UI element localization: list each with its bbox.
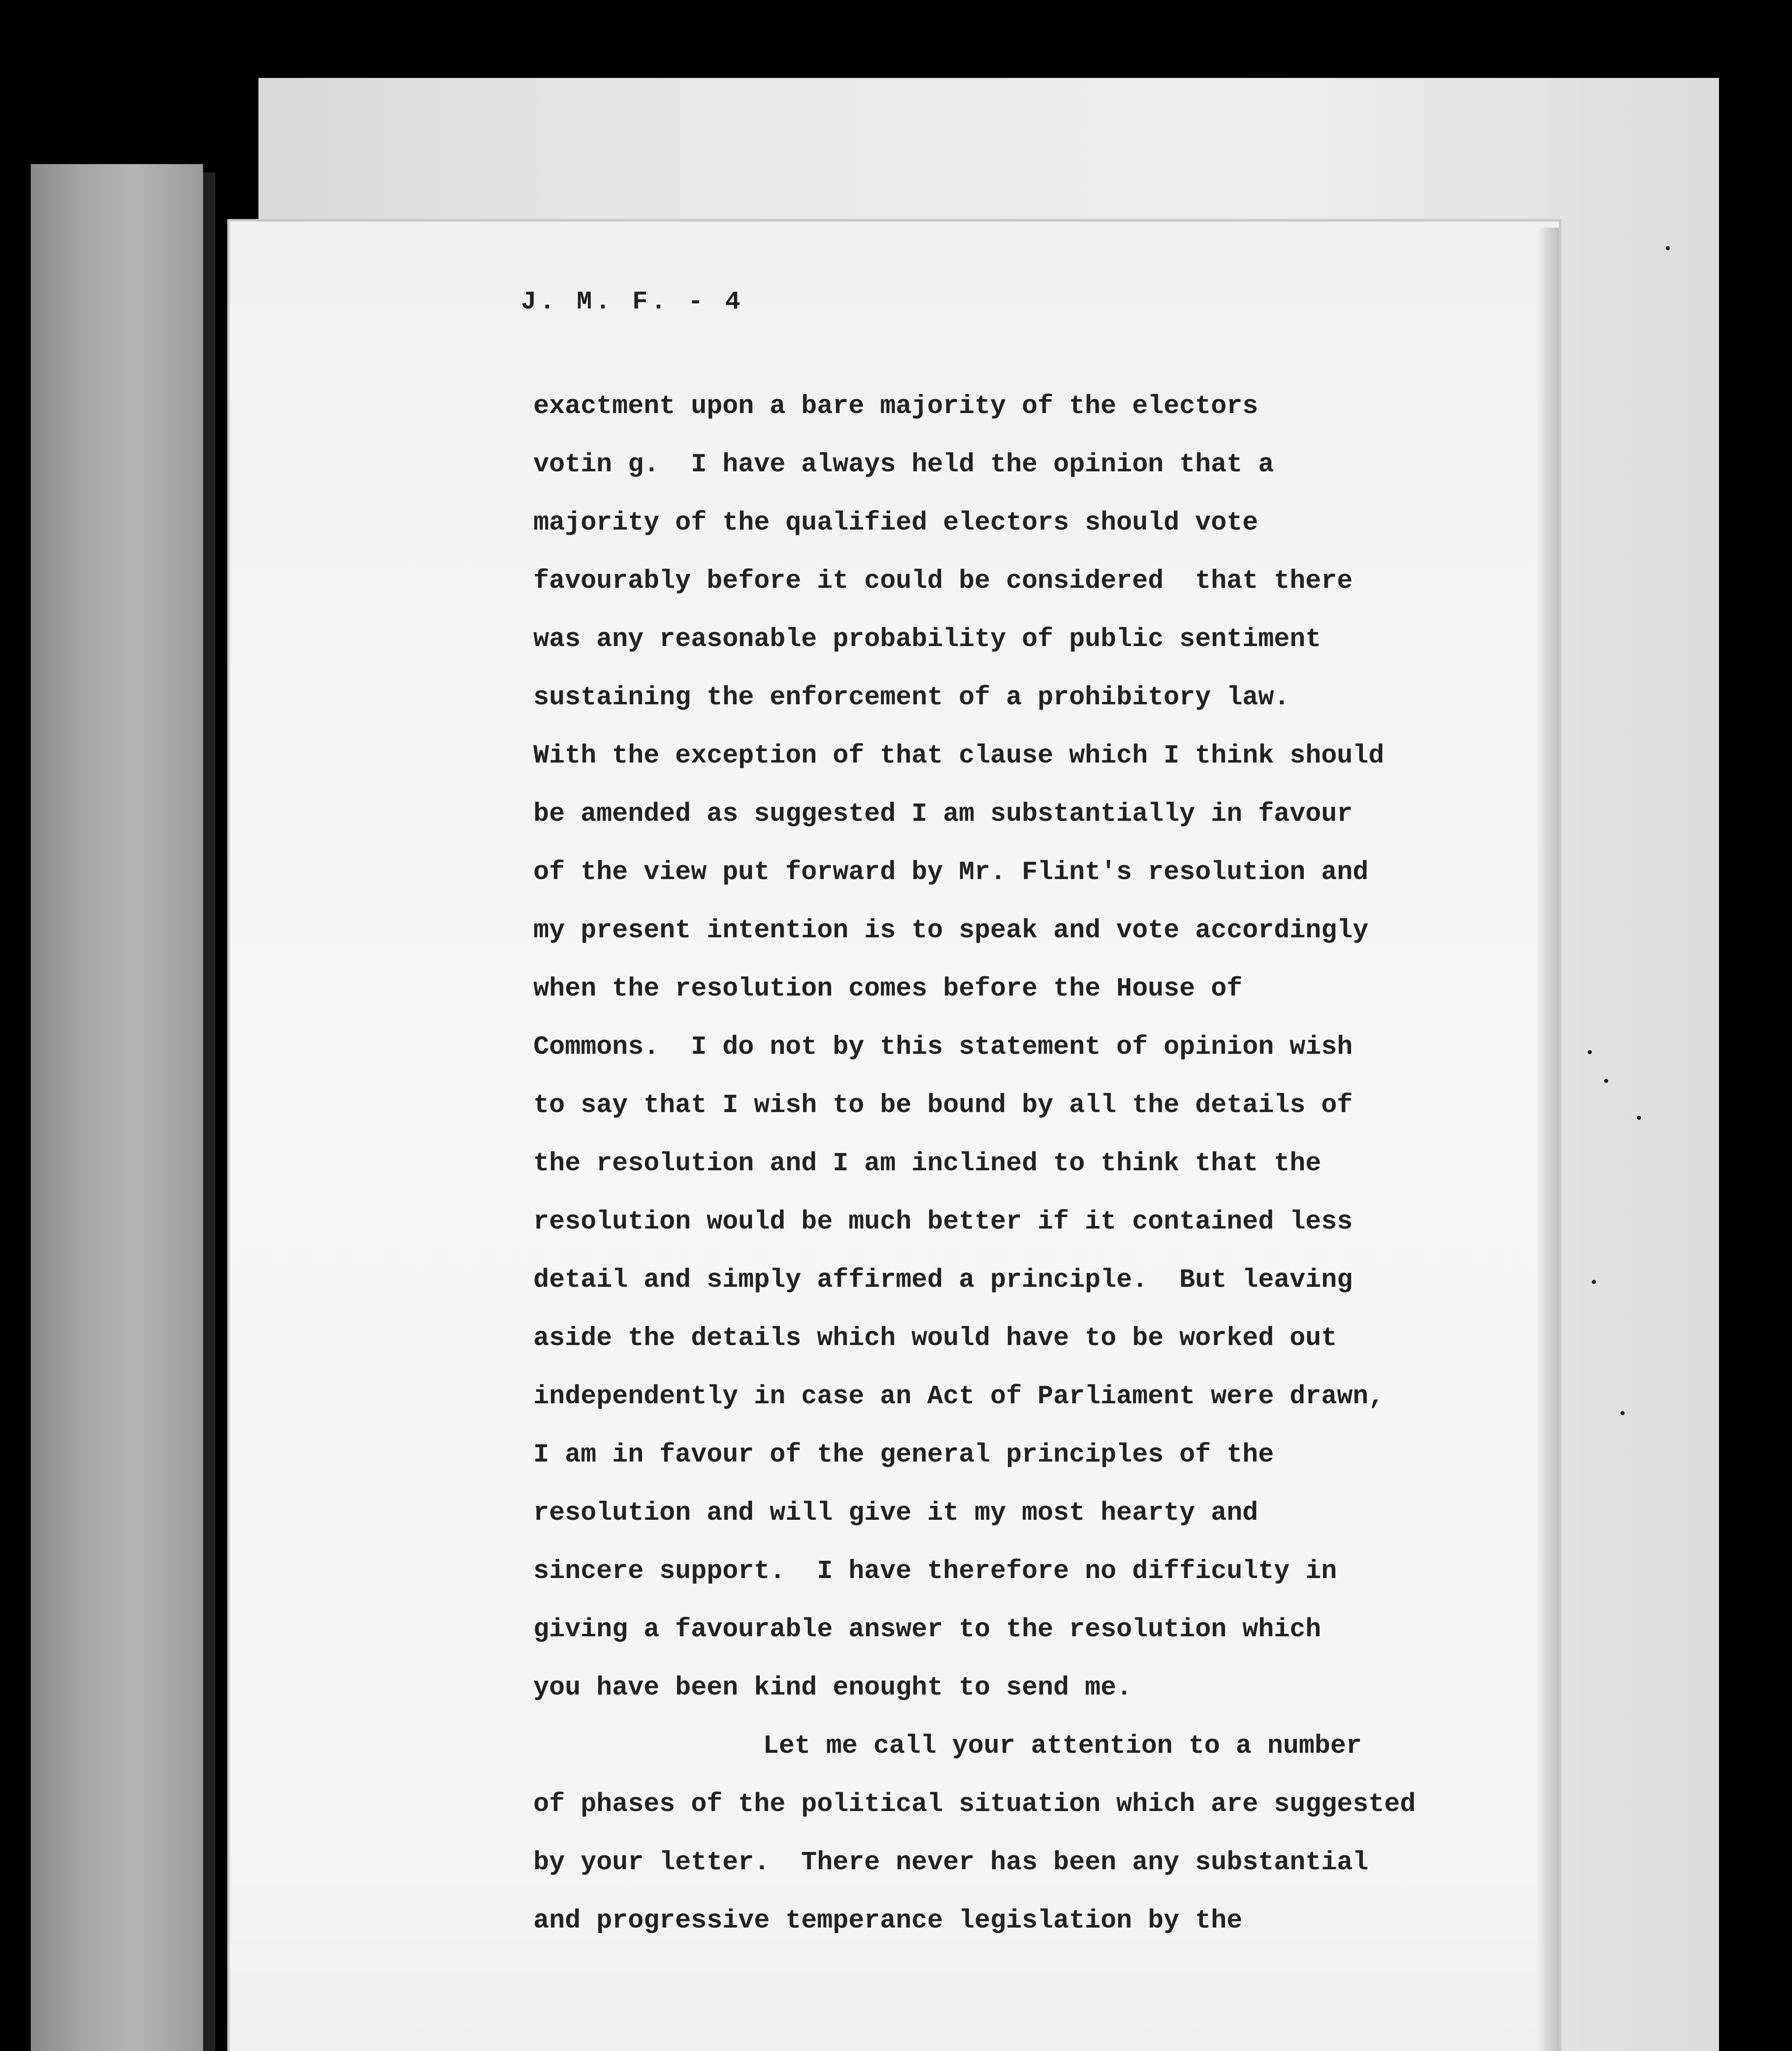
film-speck bbox=[1592, 1280, 1596, 1284]
page-header: J. M. F. - 4 bbox=[521, 287, 744, 316]
film-speck bbox=[1621, 1411, 1625, 1415]
text-line: my present intention is to speak and vote accordingly bbox=[533, 916, 1369, 946]
text-line: favourably before it could be considered that there bbox=[533, 566, 1353, 596]
film-speck bbox=[1604, 1079, 1608, 1083]
text-line: when the resolution comes before the House of bbox=[533, 974, 1243, 1004]
text-line: resolution and will give it my most hearty and bbox=[533, 1498, 1258, 1528]
text-line: was any reasonable probability of public sentiment bbox=[533, 625, 1321, 654]
film-speck bbox=[1588, 1050, 1592, 1054]
text-line: you have been kind enought to send me. bbox=[533, 1673, 1132, 1703]
text-line: and progressive temperance legislation by the bbox=[533, 1906, 1243, 1936]
text-line: sincere support. I have therefore no difficulty in bbox=[533, 1557, 1337, 1586]
page-edge-shadow bbox=[1536, 228, 1559, 2051]
text-line: I am in favour of the general principles of the bbox=[533, 1440, 1274, 1470]
binding-strip bbox=[31, 164, 203, 2051]
text-line: of the view put forward by Mr. Flint's resolution and bbox=[533, 858, 1369, 887]
text-line: to say that I wish to be bound by all the details of bbox=[533, 1091, 1353, 1120]
text-line: With the exception of that clause which I think should bbox=[533, 741, 1384, 771]
film-speck bbox=[1637, 1116, 1641, 1120]
letter-body bbox=[533, 377, 1510, 1950]
text-line: of phases of the political situation which are suggested bbox=[533, 1790, 1416, 1819]
text-line: aside the details which would have to be worked out bbox=[533, 1324, 1337, 1353]
text-line: Let me call your attention to a number bbox=[763, 1731, 1362, 1761]
text-line: votin g. I have always held the opinion that a bbox=[533, 450, 1274, 480]
text-line: by your letter. There never has been any substantial bbox=[533, 1848, 1369, 1877]
text-line: sustaining the enforcement of a prohibitory law. bbox=[533, 683, 1290, 713]
text-line: detail and simply affirmed a principle. But leaving bbox=[533, 1265, 1353, 1295]
text-line: Commons. I do not by this statement of opinion wish bbox=[533, 1032, 1353, 1062]
text-line: resolution would be much better if it contained less bbox=[533, 1207, 1353, 1237]
text-line: the resolution and I am inclined to think that the bbox=[533, 1149, 1321, 1179]
film-speck bbox=[1666, 246, 1670, 250]
binding-edge bbox=[203, 172, 215, 2051]
text-line: independently in case an Act of Parliament were drawn, bbox=[533, 1382, 1384, 1411]
text-line: exactment upon a bare majority of the electors bbox=[533, 392, 1258, 421]
text-line: giving a favourable answer to the resolution which bbox=[533, 1615, 1321, 1644]
text-line: be amended as suggested I am substantially in favour bbox=[533, 799, 1353, 829]
text-line: majority of the qualified electors should vote bbox=[533, 508, 1258, 538]
